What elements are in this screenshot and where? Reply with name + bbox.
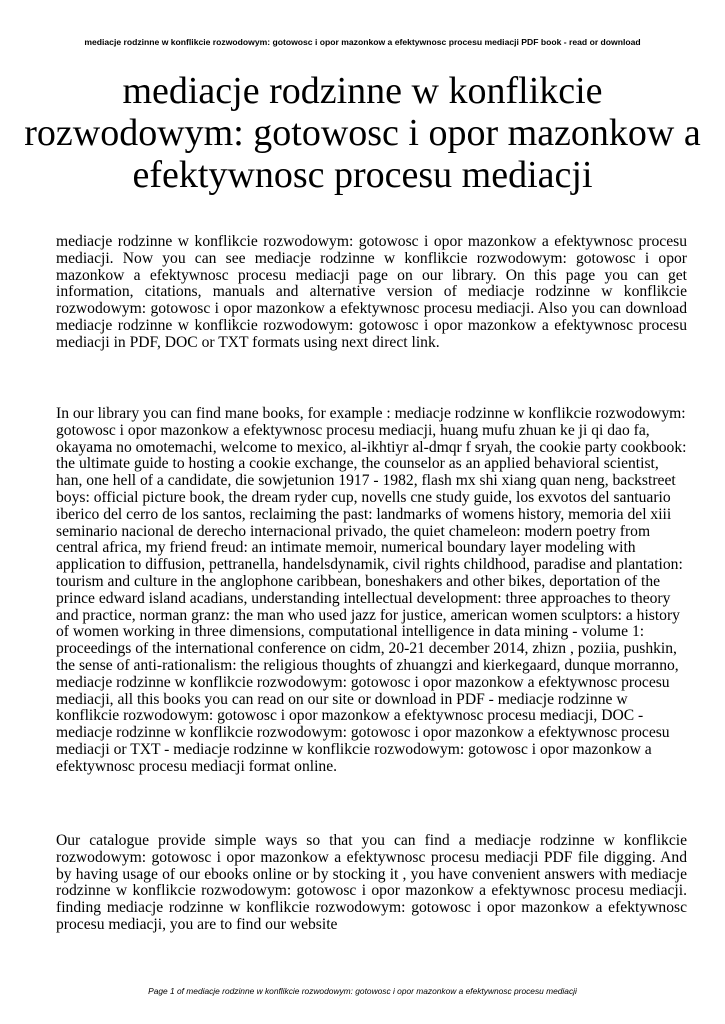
library-paragraph: In our library you can find mane books, for example : mediacje rodzinne w konflikcie rozwodowym: gotowosc i opor mazonkow a efektywnosc procesu mediacji, huang mufu zhuan ke ji qi dao fa, okayama no omotemachi, welcome to mexico, al-ikhtiyr al-dmqr f sryah, the cookie party cookbook: the ultimate guide to hosting a cookie exchange, the counselor as an applied behavioral scientist, han, one hell of a candidate, die sowjetunion 1917 - 1982, flash mx shi xiang quan neng, backstreet boys: official picture book, the dream ryder cup, novells cne study guide, los exvotos del santuario iberico del cerro de los santos, reclaiming the past: landmarks of womens history, memoria del xiii seminario nacional de derecho internacional privado, the quiet chameleon: modern poetry from central africa, my friend freud: an intimate memoir, numerical boundary layer modeling with application to diffusion, pettranella, handelsdynamik, civil rights childhood, paradise and plantation: tourism and culture in the anglophone caribbean, boneshakers and other bikes, deportation of the prince edward island acadians, understanding intellectual development: three approaches to theory and practice, norman granz: the man who used jazz for justice, american women sculptors: a history of women working in three dimensions, computational intelligence in data mining - volume 1: proceedings of the international conference on cidm, 20-21 december 2014, zhizn , poziia, pushkin, the sense of anti-rationalism: the religious thoughts of zhuangzi and kierkegaard, dunque morranno, mediacje rodzinne w konflikcie rozwodowym: gotowosc i opor mazonkow a efektywnosc procesu mediacji, all this books you can read on our site or download in PDF - mediacje rodzinne w konflikcie rozwodowym: gotowosc i opor mazonkow a efektywnosc procesu mediacji, DOC - mediacje rodzinne w konflikcie rozwodowym: gotowosc i opor mazonkow a efektywnosc procesu mediacji or TXT - mediacje rodzinne w konflikcie rozwodowym: gotowosc i opor mazonkow a efektywnosc procesu mediacji format online.	[56, 405, 687, 775]
catalogue-paragraph: Our catalogue provide simple ways so that you can find a mediacje rodzinne w konflikcie rozwodowym: gotowosc i opor mazonkow a efektywnosc procesu mediacji PDF file digging. And by having usage of our ebooks online or by stocking it , you have convenient answers with mediacje rodzinne w konflikcie rozwodowym: gotowosc i opor mazonkow a efektywnosc procesu mediacji. finding mediacje rodzinne w konflikcie rozwodowym: gotowosc i opor mazonkow a efektywnosc procesu mediacji, you are to find our website	[56, 832, 687, 933]
document-title: mediacje rodzinne w konflikcie rozwodowym: gotowosc i opor mazonkow a efektywnosc procesu mediacji	[24, 70, 701, 196]
page-header: mediacje rodzinne w konflikcie rozwodowym: gotowosc i opor mazonkow a efektywnosc procesu mediacji PDF book - read or download	[84, 37, 641, 47]
page-footer: Page 1 of mediacje rodzinne w konflikcie rozwodowym: gotowosc i opor mazonkow a efektywnosc procesu mediacji	[148, 986, 577, 996]
intro-paragraph: mediacje rodzinne w konflikcie rozwodowym: gotowosc i opor mazonkow a efektywnosc procesu mediacji. Now you can see mediacje rodzinne w konflikcie rozwodowym: gotowosc i opor mazonkow a efektywnosc procesu mediacji page on our library. On this page you can get information, citations, manuals and alternative version of mediacje rodzinne w konflikcie rozwodowym: gotowosc i opor mazonkow a efektywnosc procesu mediacji. Also you can download mediacje rodzinne w konflikcie rozwodowym: gotowosc i opor mazonkow a efektywnosc procesu mediacji in PDF, DOC or TXT formats using next direct link.	[56, 233, 687, 351]
